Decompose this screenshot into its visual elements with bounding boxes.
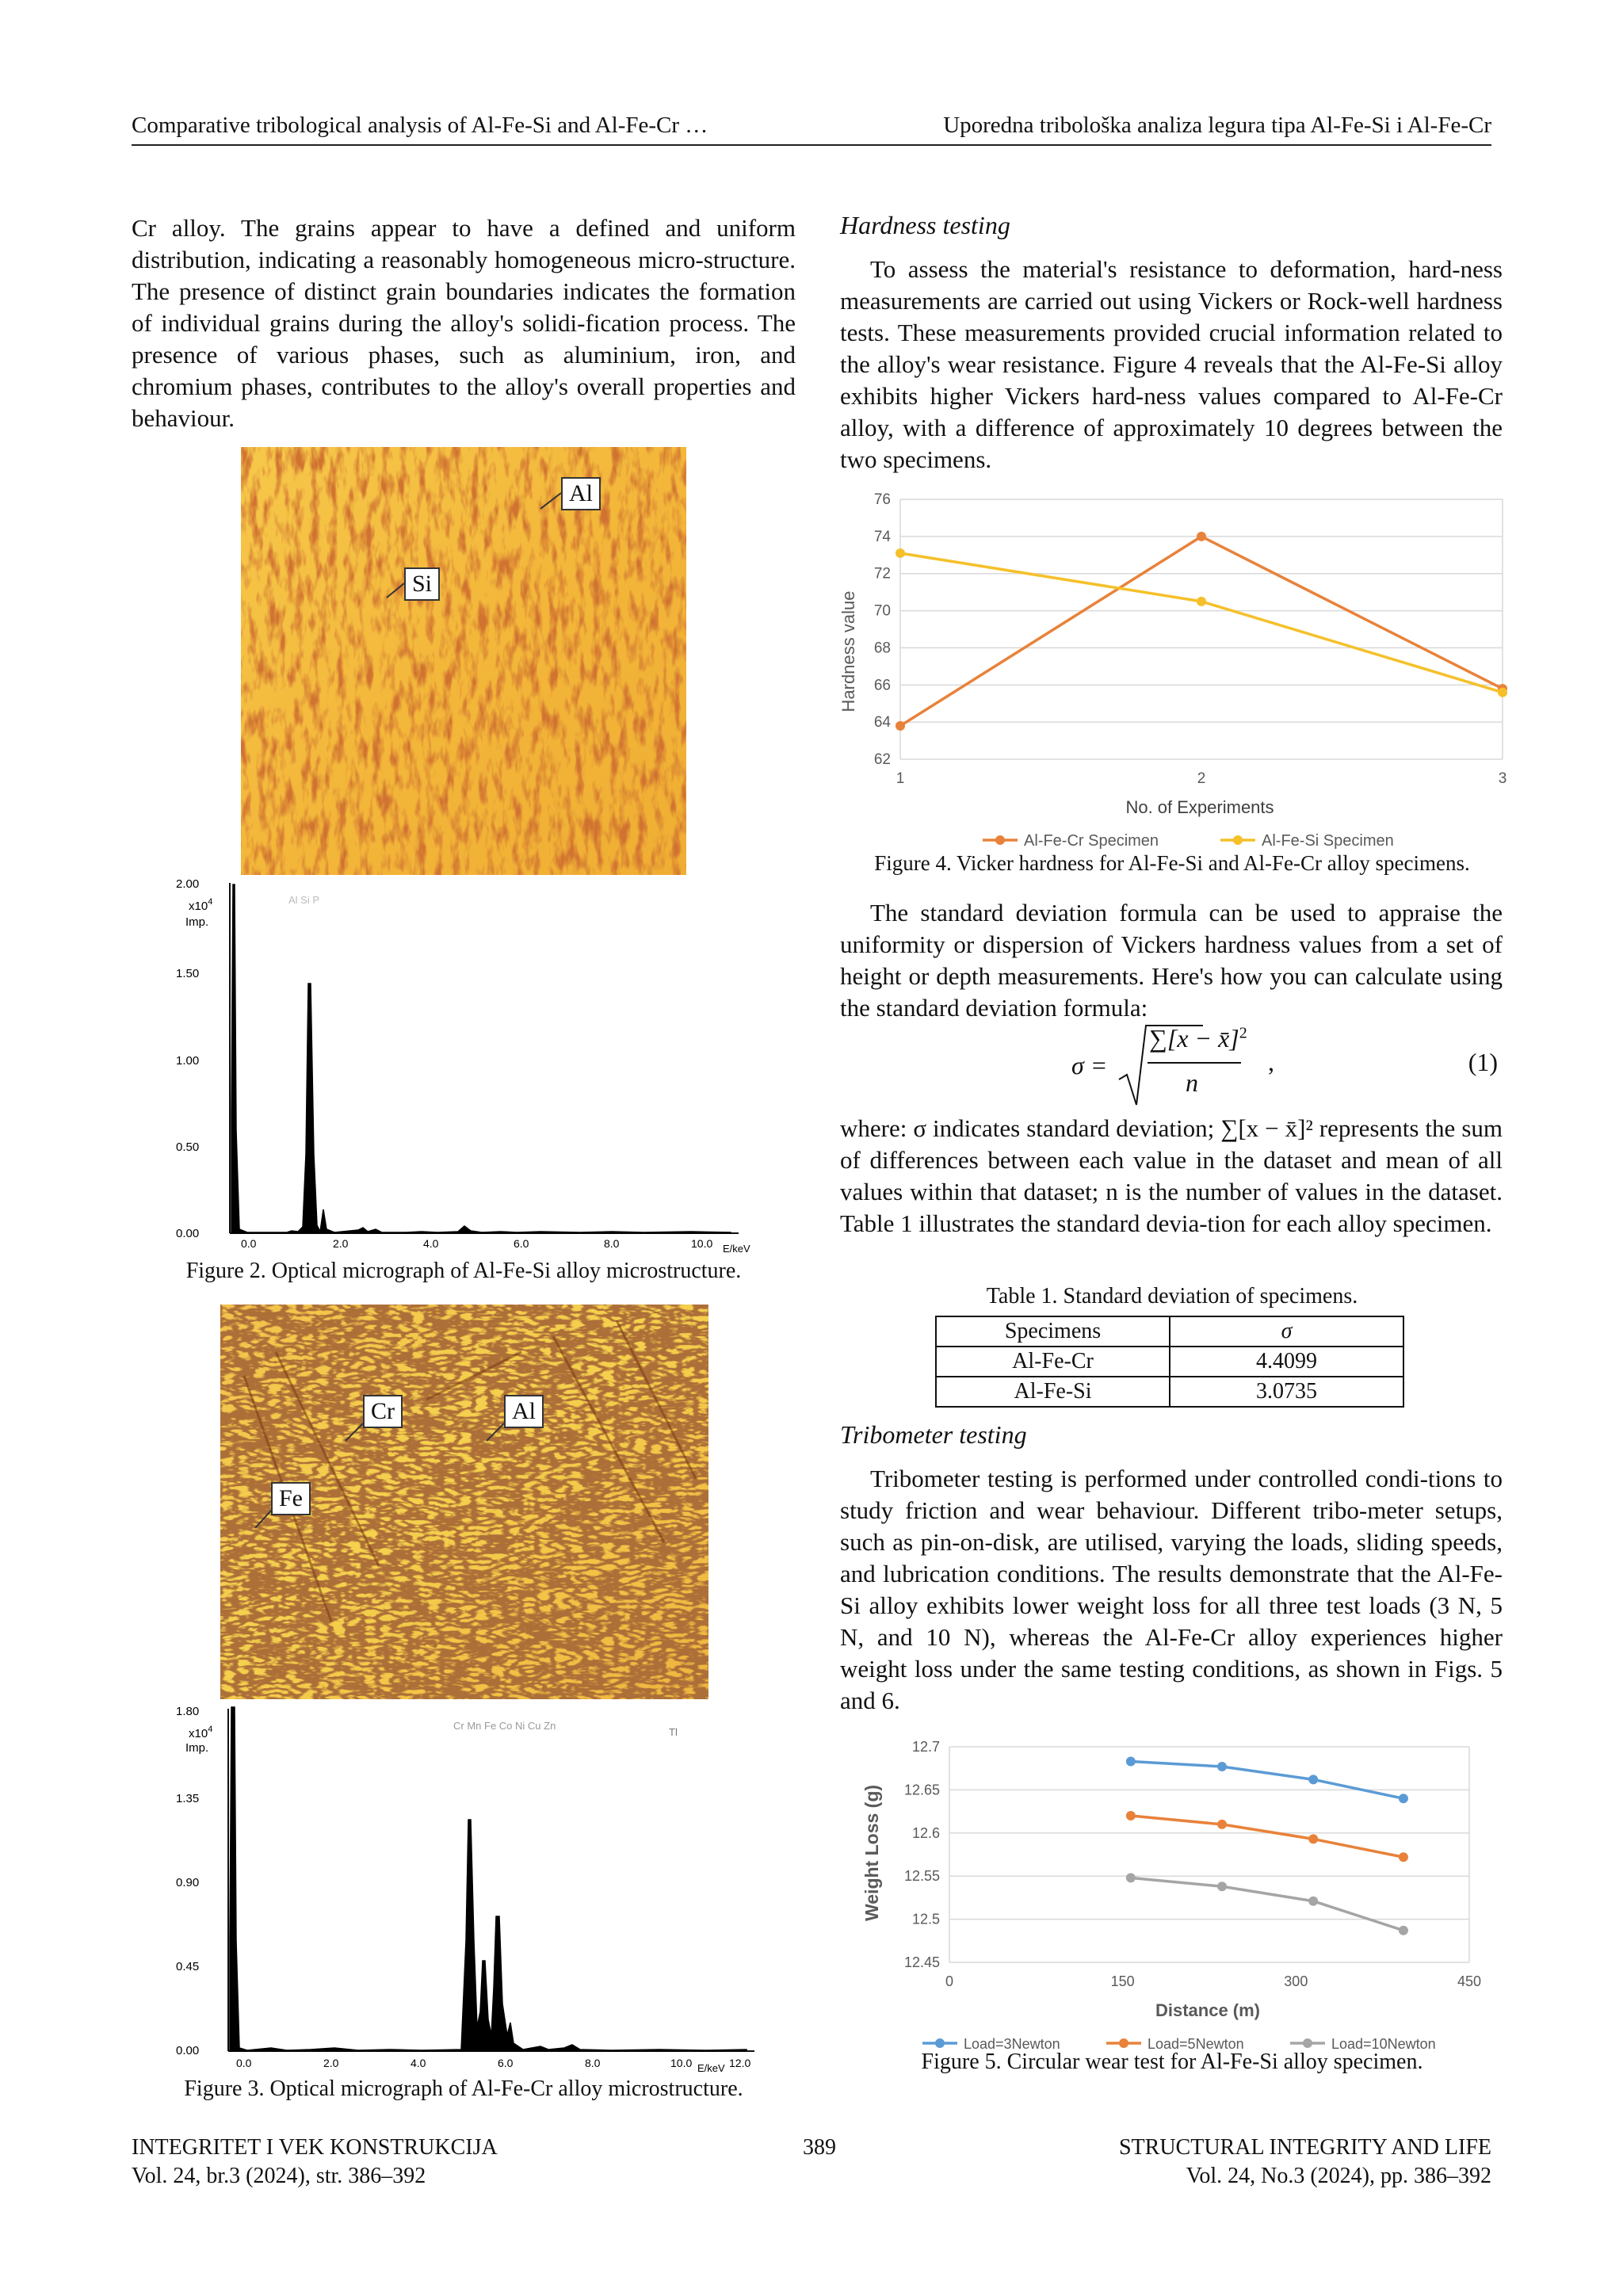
figure5-xlabel: Distance (m) (1155, 2000, 1261, 2020)
data-point (1498, 688, 1507, 697)
eds2-ytick-top: 2.00 (176, 877, 200, 891)
eds3-ytick-1: 1.35 (176, 1792, 200, 1805)
legend-swatch-marker (1303, 2038, 1312, 2048)
data-point (1217, 1820, 1227, 1829)
data-point (1217, 1762, 1227, 1771)
header-rule (132, 144, 1491, 146)
xtick-label: 0 (945, 1973, 954, 1989)
table-row (936, 1347, 1403, 1377)
tribometer-paragraph: Tribometer testing is performed under controlled condi-tions to study friction and wear behaviour. Different tribo-meter setups, such as pin-on-disk, are utilised, varying the loads, sliding speeds, and lubrication conditions. The results demonstrate that the Al-Fe-Si alloy exhibits lower weight loss for all three test loads (3 N, 5 N, and 10 N), whereas the Al-Fe-Cr alloy experiences higher weight loss under the same testing conditions, as shown in Figs. 5 and 6. (840, 1465, 1503, 1714)
eds2-ytick-3: 0.50 (176, 1140, 200, 1154)
ytick-label: 62 (873, 751, 891, 768)
figure3-caption: Figure 3. Optical micrograph of Al-Fe-Cr alloy microstructure. (184, 2076, 743, 2101)
legend-swatch-marker (1233, 835, 1243, 845)
data-point (1308, 1775, 1318, 1784)
ytick-label: 12.65 (903, 1782, 940, 1798)
eds3-ytick-2: 0.90 (176, 1876, 200, 1889)
eds2-xtick-5: 10.0 (691, 1237, 713, 1250)
table-row (936, 1377, 1403, 1407)
figure2-label-al: Al (561, 477, 601, 510)
table1-header-row (936, 1316, 1403, 1347)
eds2-yunit2: Imp. (185, 915, 209, 929)
legend-label: Load=5Newton (1148, 2036, 1244, 2052)
data-point (1399, 1852, 1408, 1862)
equation-number: (1) (1468, 1048, 1498, 1076)
eds3-element-labels: Cr Mn Fe Co Ni Cu Zn (453, 1720, 556, 1732)
table1-cell: 3.0735 (1170, 1377, 1403, 1407)
figure3-micrograph (220, 1305, 708, 1699)
eds2-xtick-0: 0.0 (241, 1237, 257, 1250)
legend-label: Load=10Newton (1331, 2036, 1436, 2052)
equation-1 (840, 1022, 1503, 1110)
sd-paragraph: The standard deviation formula can be used to appraise the uniformity or dispersion of Vickers hardness values from a set of height or depth measurements. Here's how you can calculate using the standard deviation formula: (840, 899, 1503, 1022)
figure4-series (896, 532, 1507, 731)
eds3-xtick-1: 2.0 (323, 2057, 339, 2069)
page-number: 389 (803, 2135, 836, 2160)
xtick-label: 300 (1284, 1973, 1308, 1989)
data-point (1126, 1873, 1136, 1882)
running-header-right: Uporedna tribološka analiza legura tipa Al-Fe-Si i Al-Fe-Cr (943, 113, 1491, 138)
ytick-label: 12.5 (911, 1911, 940, 1927)
footer-left (132, 2134, 498, 2191)
running-header-left: Comparative tribological analysis of Al-Fe-Si and Al-Fe-Cr … (132, 113, 708, 138)
series-line (1131, 1761, 1403, 1798)
equation-lhs: σ = (1071, 1051, 1108, 1079)
figure5-xtick-labels (945, 1973, 1481, 1989)
figure5-caption: Figure 5. Circular wear test for Al-Fe-Si alloy specimen. (921, 2050, 1423, 2074)
data-point (1197, 597, 1206, 606)
series-line (1131, 1878, 1403, 1930)
ytick-label: 68 (873, 640, 891, 657)
data-point (1197, 532, 1206, 541)
footer-journal-en: STRUCTURAL INTEGRITY AND LIFE (1118, 2135, 1491, 2160)
figure5-ylabel: Weight Loss (g) (861, 1784, 882, 1922)
figure2-caption: Figure 2. Optical micrograph of Al-Fe-Si alloy microstructure. (185, 1259, 742, 1283)
table1-caption: Table 1. Standard deviation of specimens. (986, 1284, 1358, 1308)
footer-volume-sr: Vol. 24, br.3 (2024), str. 386–392 (132, 2164, 426, 2188)
ytick-label: 12.55 (903, 1868, 940, 1885)
legend-swatch-marker (935, 2038, 945, 2048)
tribometer-heading: Tribometer testing (840, 1420, 1027, 1449)
figure3-label-cr: Cr (363, 1395, 403, 1428)
data-point (1126, 1811, 1136, 1820)
figure4-xtick-labels (896, 770, 1507, 787)
eds2-xtick-2: 4.0 (423, 1237, 439, 1250)
figure5-series (1126, 1756, 1408, 1935)
eds3-yunit2: Imp. (185, 1741, 209, 1755)
footer-volume-en: Vol. 24, No.3 (2024), pp. 386–392 (1186, 2164, 1491, 2188)
legend-label: Load=3Newton (964, 2036, 1060, 2052)
table1-cell: Al-Fe-Si (936, 1377, 1170, 1407)
figure4-ytick-labels (874, 491, 892, 768)
hardness-paragraph: To assess the material's resistance to deformation, hard-ness measurements are carried out using Vickers or Rock-well hardness tests. These measurements provided crucial information related to the alloy's wear resistance. Figure 4 reveals that the Al-Fe-Si alloy exhibits higher Vickers hard-ness values compared to Al-Fe-Cr alloy, with a difference of approximately 10 degrees between the two specimens. (840, 255, 1503, 473)
eds2-xtick-1: 2.0 (333, 1237, 349, 1250)
figure5-ytick-labels (904, 1739, 940, 1970)
figure3-eds-spectrum (168, 1702, 770, 2075)
legend-swatch-marker (995, 835, 1005, 845)
eds3-xtick-6: 12.0 (729, 2057, 751, 2069)
figure3-label-fe: Fe (271, 1482, 311, 1515)
eds2-ytick-1: 1.50 (176, 967, 200, 980)
equation-numerator: ∑[x − x̄]$^2$ (1149, 1024, 1247, 1052)
eds3-ytick-top: 1.80 (176, 1705, 200, 1718)
data-point (1399, 1926, 1408, 1935)
figure2-eds-spectrum (168, 877, 770, 1255)
xtick-label: 1 (896, 770, 905, 787)
ytick-label: 66 (873, 677, 891, 694)
eds3-xtick-2: 4.0 (411, 2057, 426, 2069)
figure3-label-al: Al (504, 1395, 544, 1428)
eds3-xtick-3: 6.0 (498, 2057, 514, 2069)
intro-paragraph: Cr alloy. The grains appear to have a defined and uniform distribution, indicating a reasonably homogeneous micro-structure. The presence of distinct grain boundaries indicates the formation of individual grains during the alloy's solidi-fication process. The presence of various phases, such as aluminium, iron, and chromium phases, contributes to the alloy's overall properties and behaviour. (132, 214, 796, 432)
xtick-label: 150 (1110, 1973, 1135, 1989)
where-paragraph: where: σ indicates standard deviation; ∑[x − x̄]² represents the sum of differences between each value in the dataset and mean of all values within that dataset; n is the number of values in the dataset. Table 1 illustrates the standard devia-tion for each alloy specimen. (840, 1114, 1503, 1237)
footer-journal-sr: INTEGRITET I VEK KONSTRUKCIJA (132, 2135, 498, 2160)
eds3-xtick-4: 8.0 (585, 2057, 601, 2069)
eds2-xunit: E/keV (723, 1243, 750, 1255)
figure3-leader-lines (220, 1305, 708, 1699)
eds2-element-labels: Al Si P (288, 894, 320, 906)
figure2-label-si: Si (404, 567, 440, 601)
eds3-xunit: E/keV (697, 2062, 725, 2074)
eds2-yunit: $x10^4$ (189, 897, 213, 913)
eds3-xtick-0: 0.0 (236, 2057, 252, 2069)
eds3-yunit: $x10^4$ (189, 1725, 213, 1740)
ytick-label: 12.45 (903, 1954, 940, 1970)
series-line (900, 537, 1503, 726)
legend-label: Al-Fe-Si Specimen (1262, 832, 1394, 850)
eds3-ytick-3: 0.45 (176, 1960, 200, 1973)
table1-cell: 4.4099 (1170, 1347, 1403, 1377)
eds3-ytick-4: 0.00 (176, 2044, 200, 2057)
legend-swatch-marker (1119, 2038, 1128, 2048)
figure4-xlabel: No. of Experiments (1125, 797, 1274, 817)
table1 (935, 1316, 1404, 1408)
figure2-micrograph (241, 447, 686, 875)
data-point (1308, 1834, 1318, 1843)
eds2-xtick-4: 8.0 (604, 1237, 620, 1250)
ytick-label: 76 (873, 491, 891, 508)
data-point (1308, 1897, 1318, 1906)
equation-comma: , (1268, 1048, 1274, 1076)
table1-header-specimens: Specimens (936, 1316, 1170, 1347)
equation-denominator: n (1186, 1068, 1198, 1097)
eds2-ytick-4: 0.00 (176, 1227, 200, 1240)
ytick-label: 74 (873, 528, 891, 545)
eds3-spectrum-trace (230, 1707, 747, 2051)
equation-fraction-bar (1148, 1062, 1241, 1064)
figure2-leader-lines (241, 447, 686, 875)
table1-header-sigma: σ (1170, 1316, 1403, 1347)
ytick-label: 12.7 (911, 1739, 940, 1755)
figure4-hardness-chart (835, 485, 1517, 851)
figure5-wear-chart (856, 1726, 1482, 2059)
figure4-ylabel: Hardness value (838, 590, 858, 712)
ytick-label: 12.6 (911, 1824, 940, 1841)
xtick-label: 450 (1457, 1973, 1482, 1989)
eds2-xtick-3: 6.0 (514, 1237, 529, 1250)
eds2-spectrum-trace (231, 884, 731, 1233)
eds3-element-label-right: Tl (669, 1726, 678, 1738)
data-point (896, 721, 905, 731)
ytick-label: 70 (873, 602, 891, 620)
eds3-xtick-5: 10.0 (670, 2057, 693, 2069)
ytick-label: 72 (873, 565, 891, 583)
footer-right (1119, 2134, 1491, 2191)
figure4-legend (983, 832, 1394, 850)
data-point (1217, 1881, 1227, 1891)
ytick-label: 64 (873, 714, 891, 732)
xtick-label: 2 (1197, 770, 1206, 787)
table1-cell: Al-Fe-Cr (936, 1347, 1170, 1377)
data-point (1399, 1794, 1408, 1803)
series-line (1131, 1816, 1403, 1857)
figure4-caption: Figure 4. Vicker hardness for Al-Fe-Si and Al-Fe-Cr alloy specimens. (874, 851, 1470, 875)
legend-label: Al-Fe-Cr Specimen (1024, 832, 1159, 850)
xtick-label: 3 (1498, 770, 1507, 787)
hardness-heading: Hardness testing (840, 211, 1010, 239)
eds2-ytick-2: 1.00 (176, 1054, 200, 1068)
data-point (896, 548, 905, 558)
data-point (1126, 1756, 1136, 1766)
